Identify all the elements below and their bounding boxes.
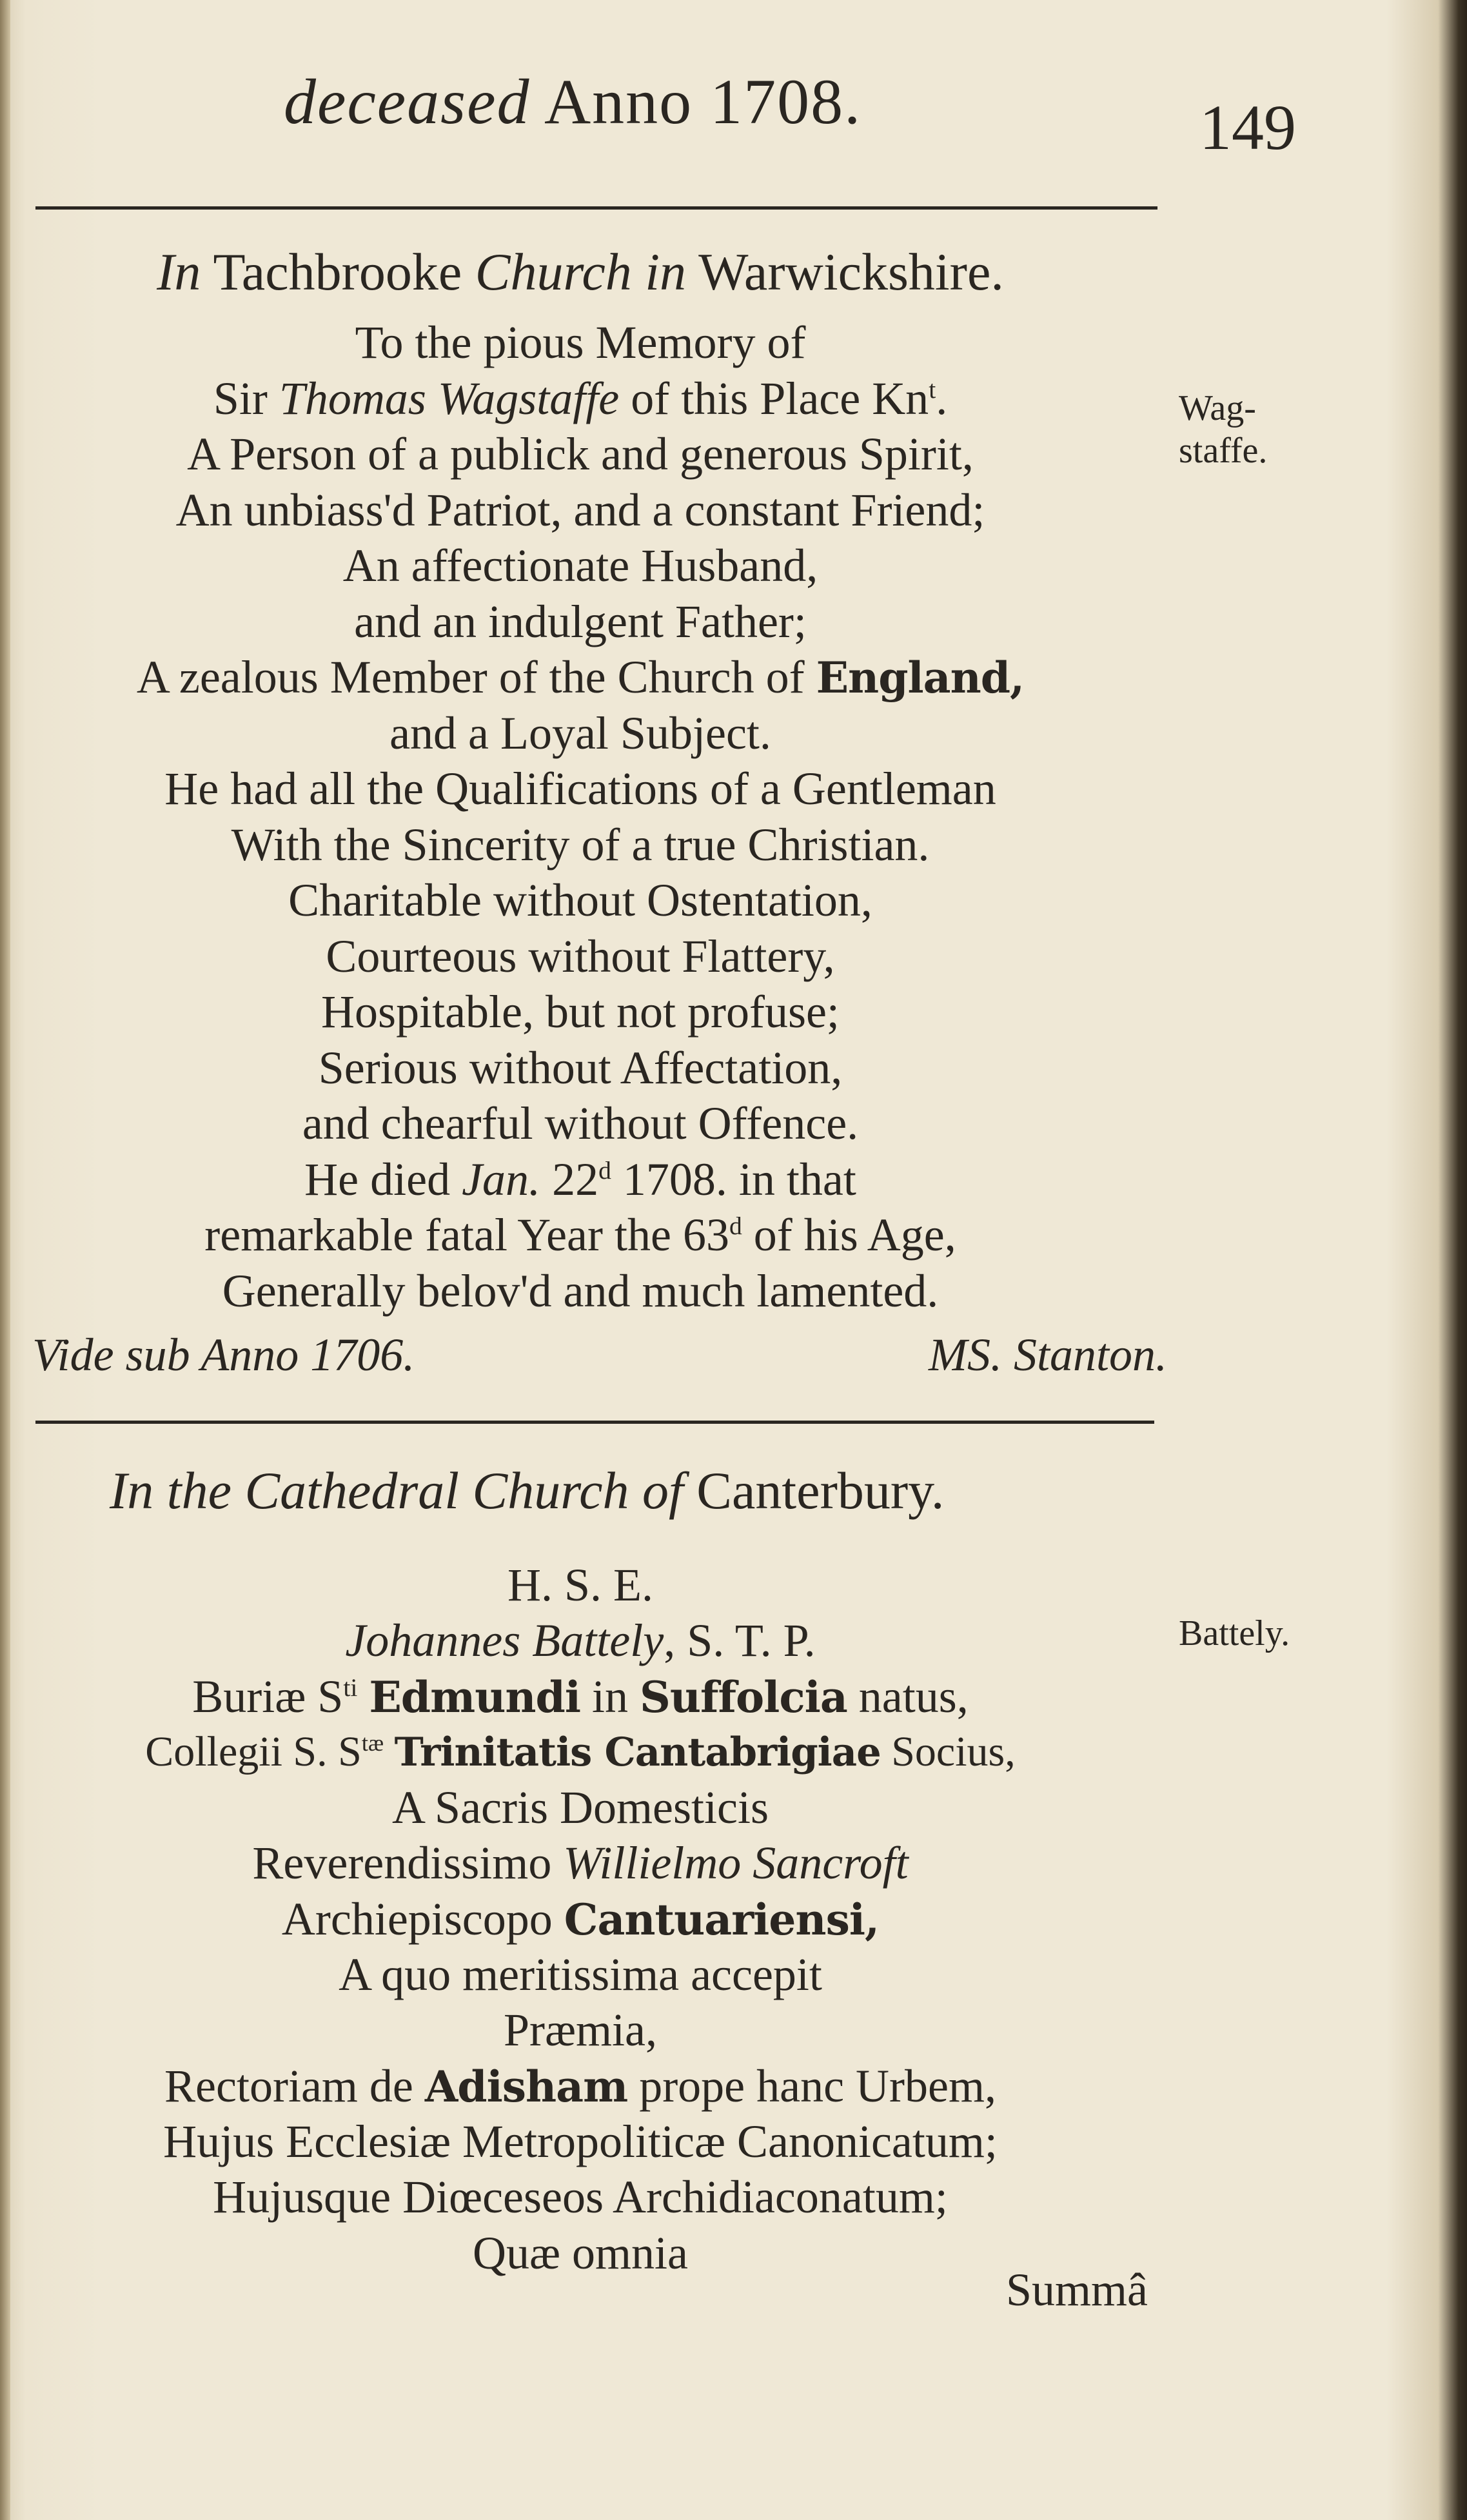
heading-part: In xyxy=(157,242,201,301)
inscription-line: Præmia, xyxy=(503,2004,657,2056)
inscription-line: He died Jan. 22$^d$ 1708. in that xyxy=(304,1153,856,1205)
inscription-line: Sir Thomas Wagstaffe of this Place Kn$^t$. xyxy=(213,372,948,424)
inscription-line: and a Loyal Subject. xyxy=(389,707,771,759)
margin-note-line: staffe. xyxy=(1179,431,1268,471)
inscription-line: A zealous Member of the Church of England, xyxy=(136,651,1025,703)
section-rule xyxy=(35,1421,1154,1424)
inscription-line: An unbiass'd Patriot, and a constant Friend; xyxy=(175,484,985,536)
references xyxy=(32,1328,1167,1386)
margin-note-battely: Battely. xyxy=(1179,1613,1290,1653)
inscription-line: Serious without Affectation, xyxy=(318,1041,843,1094)
inscription-line: Reverendissimo Willielmo Sancroft xyxy=(252,1837,909,1889)
page-number: 149 xyxy=(1199,92,1296,163)
inscription-line: H. S. E. xyxy=(507,1559,654,1611)
inscription-line: An affectionate Husband, xyxy=(342,540,818,591)
inscription-line: Archiepiscopo Cantuariensi, xyxy=(281,1893,880,1945)
inscription-line: Hujusque Diœceseos Archidiaconatum; xyxy=(213,2171,948,2223)
inscription-line: Quæ omnia xyxy=(473,2227,688,2279)
inscription-battely xyxy=(0,1557,1161,2281)
section-heading-tachbrooke xyxy=(0,242,1161,302)
inscription-line: A Sacris Domesticis xyxy=(392,1782,769,1834)
section-heading-canterbury xyxy=(110,1461,944,1521)
inscription-line: A quo meritissima accepit xyxy=(339,1949,822,2001)
running-head-text: Anno 1708. xyxy=(530,66,862,137)
inscription-line: With the Sincerity of a true Christian. xyxy=(231,818,930,871)
running-head-italic: deceased xyxy=(284,66,531,137)
inscription-line: Collegii S. $S^{tæ}$ Trinitatis Cantabrigiae Socius, xyxy=(145,1728,1016,1775)
inscription-line: Charitable without Ostentation, xyxy=(288,874,872,926)
heading-part: In the Cathedral Church of xyxy=(110,1461,684,1520)
inscription-line: A Person of a publick and generous Spirit, xyxy=(187,428,974,480)
inscription-line: Rectoriam de Adisham prope hanc Urbem, xyxy=(164,2060,996,2112)
inscription-line: and an indulgent Father; xyxy=(354,595,807,647)
heading-part: Canterbury. xyxy=(683,1461,945,1520)
heading-part: Church in xyxy=(475,242,687,301)
inscription-line: remarkable fatal Year the 63$^d$ of his Age, xyxy=(204,1209,956,1261)
inscription-line: Hujus Ecclesiæ Metropoliticæ Canonicatum; xyxy=(163,2115,998,2167)
inscription-line: To the pious Memory of xyxy=(355,317,806,368)
inscription-line: and chearful without Offence. xyxy=(302,1098,859,1149)
inscription-line: Generally belov'd and much lamented. xyxy=(222,1265,939,1317)
catchword: Summâ xyxy=(1006,2264,1148,2316)
reference-right: MS. Stanton. xyxy=(929,1329,1167,1381)
margin-note-wagstaffe xyxy=(1179,387,1267,472)
heading-part: Warwickshire. xyxy=(686,242,1004,301)
margin-note-line: Wag- xyxy=(1179,388,1256,428)
inscription-line: Johannes Battely, S. T. P. xyxy=(345,1615,816,1667)
running-head xyxy=(284,64,993,139)
reference-left: Vide sub Anno 1706. xyxy=(32,1329,415,1381)
inscription-line: Buriæ $S^{ti}$ Edmundi in Suffolcia natus, xyxy=(192,1670,969,1722)
header-rule xyxy=(35,206,1157,210)
inscription-line: Courteous without Flattery, xyxy=(326,930,835,982)
inscription-wagstaffe xyxy=(0,315,1161,1319)
inscription-line: Hospitable, but not profuse; xyxy=(321,986,840,1038)
heading-part: Tachbrooke xyxy=(201,242,475,301)
inscription-line: He had all the Qualifications of a Gentleman xyxy=(164,763,996,814)
